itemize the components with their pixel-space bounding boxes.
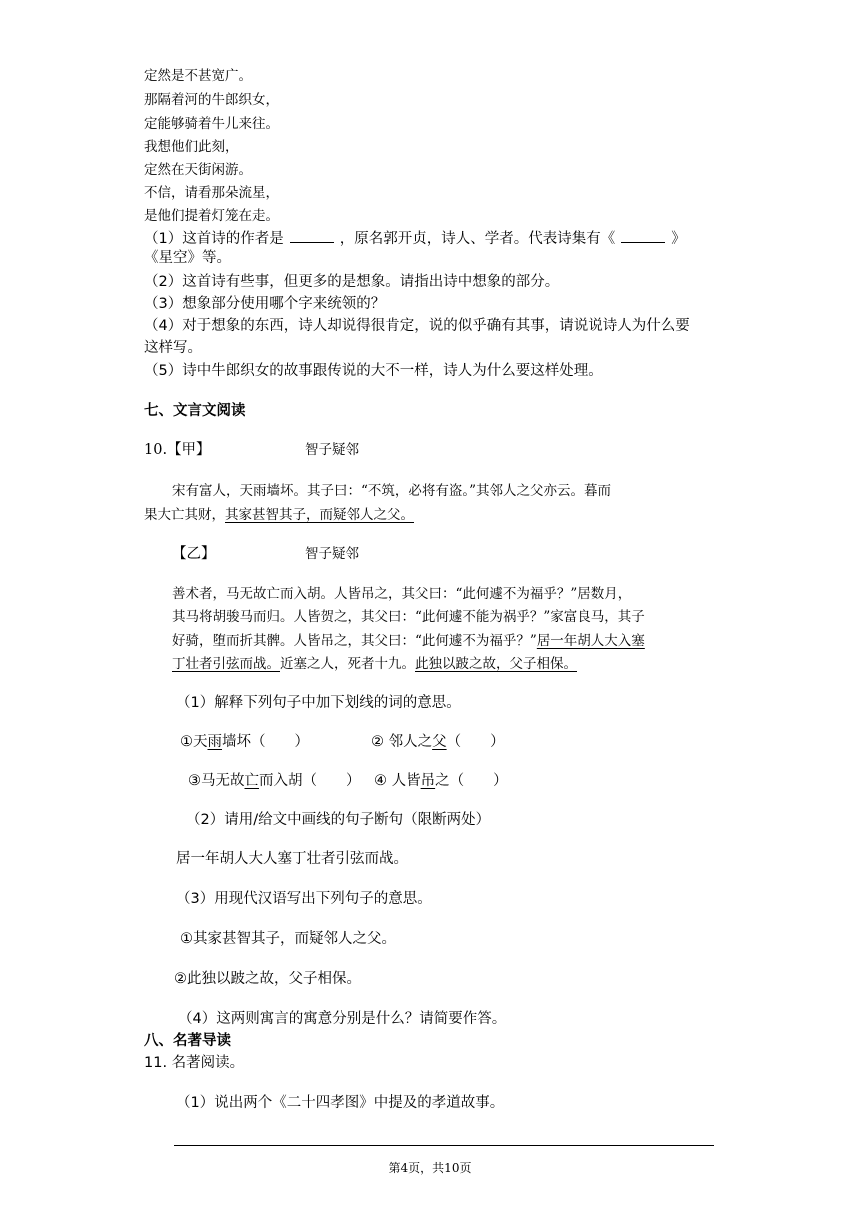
poem-line: 定然是不甚宽广。 [144,68,252,84]
sub-question-3-sentence: ①其家甚智其子，而疑邻人之父。 [180,931,396,947]
page-number: 第4页，共10页 [388,1161,472,1175]
question-10-label: 10.【甲】 [144,442,211,458]
passage-yi-line: 其马将胡骏马而归。人皆贺之，其父曰：“此何遽不能为祸乎？”家富良马，其子 [172,609,645,625]
poem-line: 定能够骑着牛儿来往。 [144,116,279,132]
footer-divider [174,1145,714,1146]
underlined-sentence: 丁壮者引弦而战。 [172,656,280,672]
poem-question-4: （4）对于想象的东西，诗人却说得很肯定，说的似乎确有其事，请说说诗人为什么要 [144,318,690,334]
poem-question-5: （5）诗中牛郎织女的故事跟传说的大不一样，诗人为什么要这样处理。 [144,363,603,379]
answer-blank[interactable] [290,228,334,243]
poem-line: 不信，请看那朵流星， [144,185,279,201]
word-text: 之（ ） [435,773,508,789]
passage-jia-line: 宋有富人，天雨墙坏。其子曰：“不筑，必将有盗。”其邻人之父亦云。暮而 [172,483,612,499]
word-text: 而入胡（ ） [259,773,361,789]
word-item-2 [371,732,505,752]
sub-question-3-sentence: ②此独以跛之故，父子相保。 [174,971,361,987]
sub-question-2: （2）请用/给文中画线的句子断句（限断两处） [186,812,491,828]
poem-line: 那隔着河的牛郎织女， [144,92,279,108]
underlined-word: 父 [432,734,447,750]
underlined-word: 吊 [420,773,436,789]
underlined-word: 亡 [244,773,259,789]
question-11-sub-1: （1）说出两个《二十四孝图》中提及的孝道故事。 [176,1095,505,1111]
question-text: （1）这首诗的作者是 [144,231,284,247]
passage-yi-label: 【乙】 [172,546,216,562]
poem-line: 定然在天街闲游。 [144,162,252,178]
passage-text: 好骑，堕而折其髀。人皆吊之，其父曰：“此何遽不为福乎？” [172,633,537,649]
question-text: ，原名郭开贞，诗人、学者。代表诗集有《 [339,231,616,247]
passage-yi-line [172,631,645,651]
underlined-sentence: 居一年胡人大入塞 [536,633,645,649]
poem-question-1 [144,228,686,249]
sub-question-4: （4）这两则寓言的寓意分别是什么？请简要作答。 [178,1011,507,1027]
poem-question-3: （3）想象部分使用哪个字来统领的？ [144,296,386,312]
sub-question-1: （1）解释下列句子中加下划线的词的意思。 [176,695,461,711]
underlined-sentence: 其家甚智其子，而疑邻人之父。 [225,507,414,523]
word-text: （ ） [446,734,505,750]
passage-yi-line [172,654,577,674]
sub-question-2-sentence: 居一年胡人大人塞丁壮者引弦而战。 [176,851,408,867]
poem-question-2: （2）这首诗有些事，但更多的是想象。请指出诗中想象的部分。 [144,274,560,290]
poem-line: 我想他们此刻， [144,139,239,155]
passage-text: 近塞之人，死者十九。 [280,656,415,672]
word-text: ①天 [180,734,208,750]
poem-question-4-cont: 这样写。 [144,340,202,356]
passage-title: 智子疑邻 [305,546,359,562]
word-item-3 [188,771,361,791]
passage-jia-line [144,505,414,525]
question-11: 11. 名著阅读。 [144,1055,245,1071]
passage-text: 果大亡其财， [144,507,225,523]
underlined-word: 雨 [207,734,222,750]
section-heading: 七、文言文阅读 [144,403,246,419]
passage-title: 智子疑邻 [305,442,359,458]
word-text: ④ 人皆 [374,773,421,789]
word-text: ③马无故 [188,773,245,789]
question-text: 》 [671,231,686,247]
word-item-4 [374,771,508,791]
passage-yi-line: 善术者，马无故亡而入胡。人皆吊之，其父曰：“此何遽不为福乎？”居数月， [172,586,632,602]
answer-blank[interactable] [621,228,665,243]
section-heading: 八、名著导读 [144,1033,231,1049]
sub-question-3: （3）用现代汉语写出下列句子的意思。 [176,891,432,907]
word-text: 墙坏（ ） [222,734,309,750]
word-item-1 [180,732,309,752]
poem-question-1-cont: 《星空》等。 [144,250,231,266]
poem-line: 是他们提着灯笼在走。 [144,208,279,224]
underlined-sentence: 此独以跛之故，父子相保。 [415,656,577,672]
word-text: ② 邻人之 [371,734,433,750]
